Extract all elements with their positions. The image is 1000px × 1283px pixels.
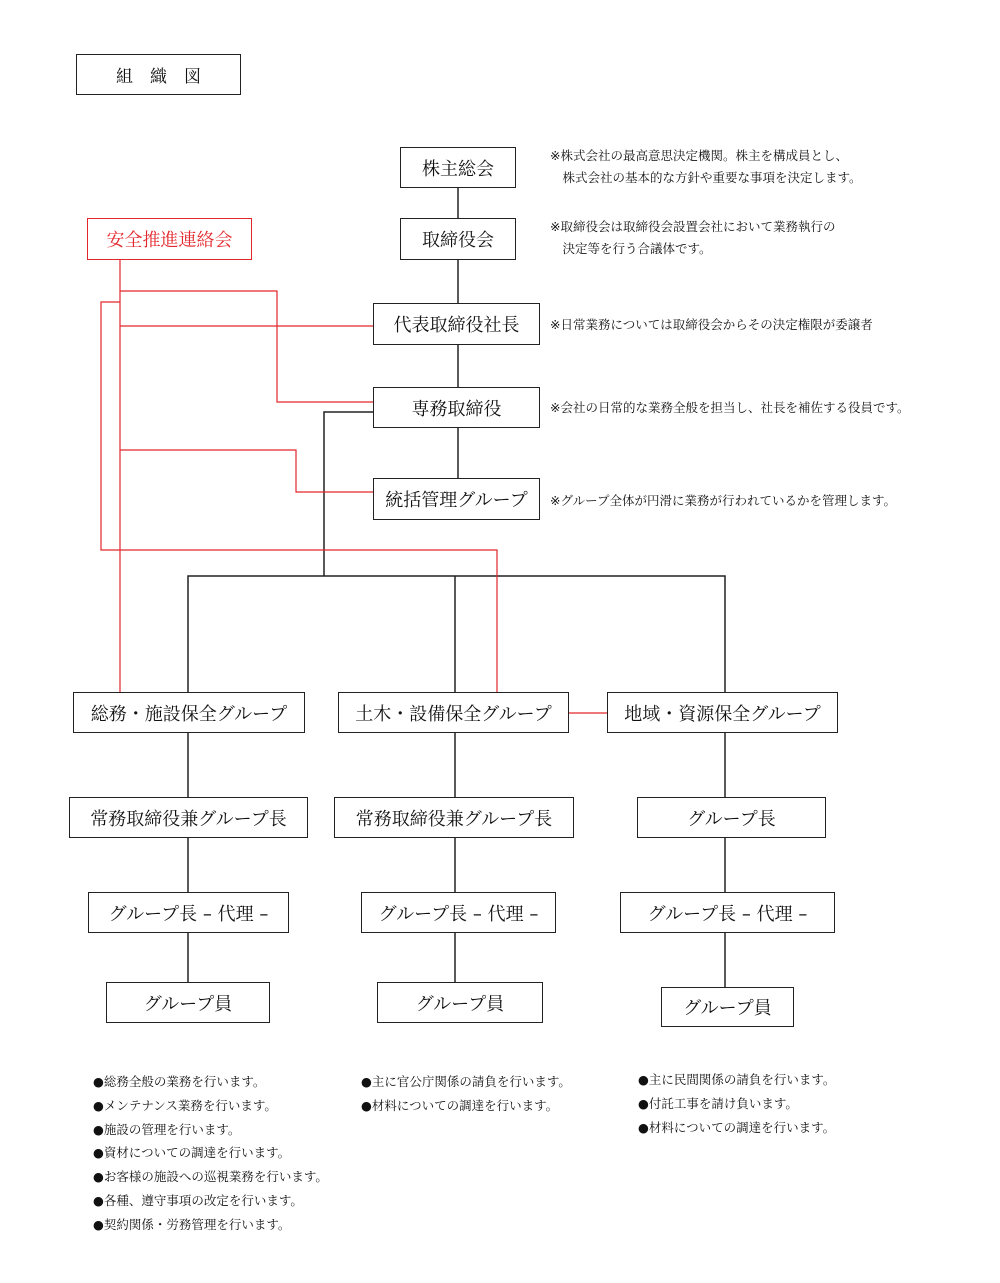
line-senior-to-groups [324,412,373,576]
note-board [550,216,835,260]
note-general-management: ※グループ全体が円滑に業務が行われているかを管理します。 [550,493,896,508]
duty-item: ●資材についての調達を行います。 [93,1145,291,1161]
duty-item: ●施設の管理を行います。 [93,1121,241,1137]
note-senior-director: ※会社の日常的な業務全般を担当し、社長を補佐する役員です。 [550,400,910,415]
group-member-box: グループ員 [106,982,270,1023]
group-leader-box: 常務取締役兼グループ長 [334,797,574,838]
line-group-bus [188,576,725,692]
group-leader-box: 常務取締役兼グループ長 [69,797,308,838]
duty-item: ●材料についての調達を行います。 [361,1097,559,1113]
shareholders-meeting-box: 株主総会 [400,147,516,188]
duty-item: ●お客様の施設への巡視業務を行います。 [93,1169,328,1185]
safety-to-senior [120,291,373,402]
deputy-leader-box: グループ長 – 代理 – [361,892,556,933]
deputy-leader-box: グループ長 – 代理 – [88,892,289,933]
president-box: 代表取締役社長 [373,303,540,345]
general-management-box: 統括管理グループ [373,478,540,520]
duty-item: ●材料についての調達を行います。 [638,1119,836,1135]
note-line: 決定等を行う合議体です。 [550,241,712,256]
group-member-box: グループ員 [377,982,543,1023]
group-box-civil-engineering: 土木・設備保全グループ [338,692,569,733]
deputy-leader-box: グループ長 – 代理 – [620,892,835,933]
page-title: 組 織 図 [76,54,241,95]
duty-item: ●各種、遵守事項の改定を行います。 [93,1192,303,1208]
note-line: ※取締役会は取締役会設置会社において業務執行の [550,219,836,234]
group-leader-box: グループ長 [637,797,826,838]
safety-to-general [120,450,373,492]
note-shareholders [550,145,862,189]
senior-director-box: 専務取締役 [373,387,540,428]
duty-item: ●契約関係・労務管理を行います。 [93,1216,291,1232]
note-line: 株式会社の基本的な方針や重要な事項を決定します。 [550,170,862,185]
duty-item: ●総務全般の業務を行います。 [93,1074,266,1089]
group-box-regional-resources: 地域・資源保全グループ [607,692,838,733]
board-of-directors-box: 取締役会 [400,218,516,260]
duties-list-general-affairs [93,1070,328,1237]
duties-list-civil-engineering [361,1070,571,1118]
duty-item: ●付託工事を請け負います。 [638,1095,798,1111]
group-member-box: グループ員 [661,987,794,1027]
duty-item: ●主に民間関係の請負を行います。 [638,1072,836,1087]
note-president: ※日常業務については取締役会からその決定権限が委譲者 [550,317,873,332]
note-line: ※株式会社の最高意思決定機関。株主を構成員とし、 [550,148,848,163]
duty-item: ●主に官公庁関係の請負を行います。 [361,1074,571,1089]
group-box-general-affairs: 総務・施設保全グループ [73,692,305,733]
duties-list-regional-resources [638,1068,835,1139]
safety-council-box: 安全推進連絡会 [87,218,252,260]
duty-item: ●メンテナンス業務を行います。 [93,1097,277,1113]
